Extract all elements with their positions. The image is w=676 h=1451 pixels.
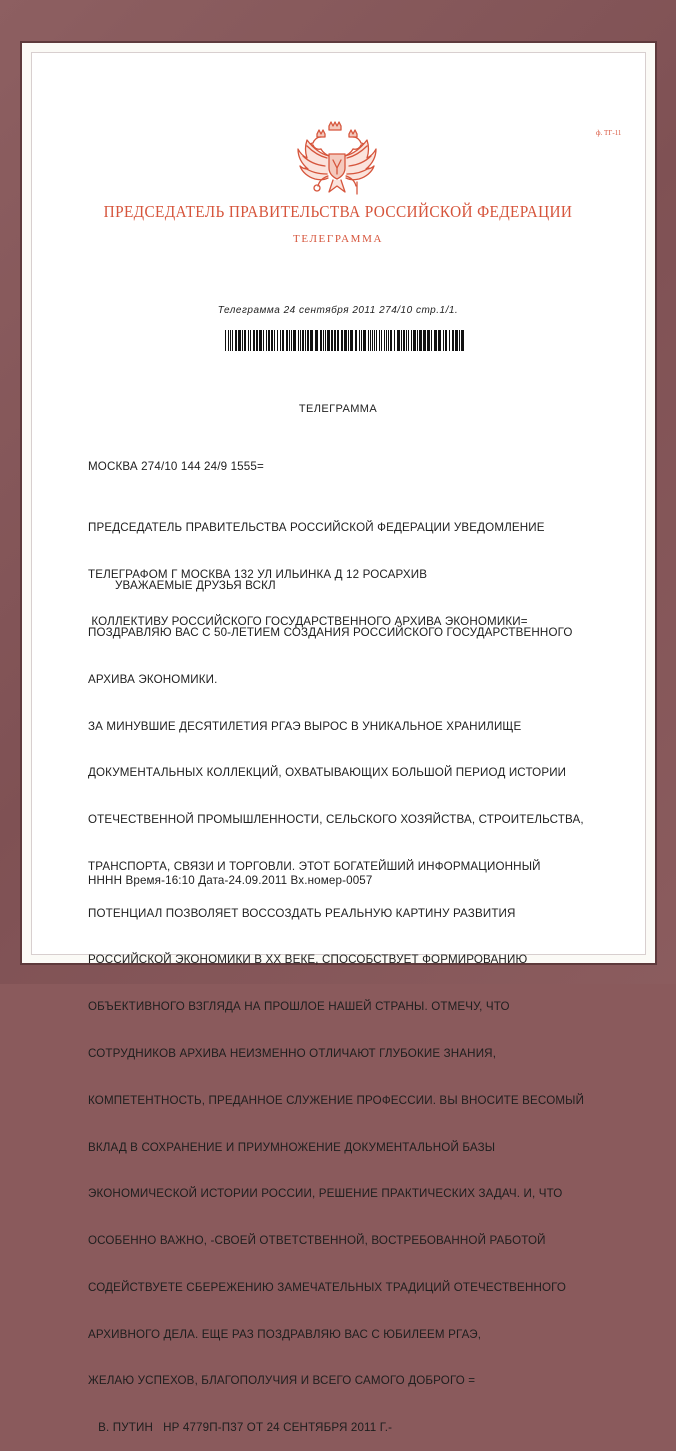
barcode-bar (374, 330, 375, 351)
barcode-bar (253, 330, 255, 351)
barcode-bar (406, 330, 407, 351)
barcode-bar (461, 330, 464, 351)
barcode-bar (259, 330, 262, 351)
form-code: ф. ТГ-11 (596, 129, 622, 137)
body-line: ОСОБЕННО ВАЖНО, -СВОЕЙ ОТВЕТСТВЕННОЙ, ВОСТРЕБОВАННОЙ РАБОТОЙ (88, 1234, 546, 1248)
body-line: ВКЛАД В СОХРАНЕНИЕ И ПРИУМНОЖЕНИЕ ДОКУМЕНТАЛЬНОЙ БАЗЫ (88, 1140, 496, 1154)
barcode-bar (323, 330, 324, 351)
body-line: РОССИЙСКОЙ ЭКОНОМИКИ В XX ВЕКЕ, СПОСОБСТВУЕТ ФОРМИРОВАНИЮ (88, 953, 528, 967)
barcode-bar (225, 330, 226, 351)
barcode-bar (368, 330, 369, 351)
body-line: КОМПЕТЕНТНОСТЬ, ПРЕДАННОЕ СЛУЖЕНИЕ ПРОФЕССИИ. ВЫ ВНОСИТЕ ВЕСОМЫЙ (88, 1093, 585, 1107)
barcode-bar (379, 330, 380, 351)
barcode-bar (248, 330, 249, 351)
address-line: КОЛЛЕКТИВУ РОССИЙСКОГО ГОСУДАРСТВЕННОГО АРХИВА ЭКОНОМИКИ= (88, 614, 528, 628)
body-line: СОДЕЙСТВУЕТЕ СБЕРЕЖЕНИЮ ЗАМЕЧАТЕЛЬНЫХ ТРАДИЦИЙ ОТЕЧЕСТВЕННОГО (88, 1280, 567, 1294)
barcode-bar (293, 330, 296, 351)
barcode-bar (408, 330, 409, 351)
barcode-bar (266, 330, 267, 351)
barcode-bar (298, 330, 299, 351)
signature-line: В. ПУТИН НР 4779П-П37 ОТ 24 СЕНТЯБРЯ 2011 Г.- (88, 1421, 393, 1435)
barcode-bar (232, 330, 233, 351)
barcode-bar (423, 330, 426, 351)
barcode-bar (300, 330, 301, 351)
barcode-bar (325, 330, 326, 351)
barcode-bar (280, 330, 281, 351)
barcode-bar (310, 330, 313, 351)
barcode-bar (403, 330, 405, 351)
barcode-bar (344, 330, 347, 351)
barcode-bar (286, 330, 288, 351)
barcode-bar (289, 330, 290, 351)
barcode-bar (250, 330, 251, 351)
barcode-bar (307, 330, 309, 351)
barcode-bar (277, 330, 278, 351)
barcode-bar (455, 330, 458, 351)
barcode-bar (263, 330, 264, 351)
barcode-bar (397, 330, 400, 351)
org-title: ПРЕДСЕДАТЕЛЬ ПРАВИТЕЛЬСТВА РОССИЙСКОЙ ФЕДЕРАЦИИ (103, 202, 573, 221)
address-line: ТЕЛЕГРАФОМ Г МОСКВА 132 УЛ ИЛЬИНКА Д 12 РОСАРХИВ (88, 567, 428, 581)
doc-type-label: ТЕЛЕГРАММА (293, 233, 383, 245)
barcode-bar (256, 330, 258, 351)
barcode-bar (350, 330, 353, 351)
telegram-title: ТЕЛЕГРАММА (298, 403, 378, 415)
barcode-bar (305, 330, 306, 351)
body-line: ОТЕЧЕСТВЕННОЙ ПРОМЫШЛЕННОСТИ, СЕЛЬСКОГО ХОЗЯЙСТВА, СТРОИТЕЛЬСТВА, (88, 813, 584, 827)
body-line: ДОКУМЕНТАЛЬНЫХ КОЛЛЕКЦИЙ, ОХВАТЫВАЮЩИХ БОЛЬШОЙ ПЕРИОД ИСТОРИИ (88, 766, 567, 780)
barcode-bar (370, 330, 371, 351)
barcode-bar (244, 330, 246, 351)
barcode-bar (386, 330, 387, 351)
barcode (225, 330, 465, 351)
barcode-bar (230, 330, 231, 351)
barcode-bar (445, 330, 447, 351)
routing-line: МОСКВА 274/10 144 24/9 1555= (88, 460, 264, 473)
barcode-bar (459, 330, 460, 351)
barcode-bar (438, 330, 441, 351)
barcode-bar (434, 330, 437, 351)
message-body (88, 547, 584, 1451)
barcode-bar (427, 330, 430, 351)
barcode-bar (384, 330, 385, 351)
barcode-bar (443, 330, 444, 351)
barcode-bar (238, 330, 241, 351)
barcode-bar (359, 330, 360, 351)
body-line: ОБЪЕКТИВНОГО ВЗГЛЯДА НА ПРОШЛОЕ НАШЕЙ СТРАНЫ. ОТМЕЧУ, ЧТО (88, 1000, 510, 1014)
barcode-bar (452, 330, 454, 351)
barcode-bar (341, 330, 343, 351)
barcode-bar (302, 330, 304, 351)
barcode-bar (419, 330, 422, 351)
barcode-bar (417, 330, 418, 351)
barcode-bar (274, 330, 275, 351)
barcode-bar (355, 330, 357, 351)
barcode-bar (390, 330, 392, 351)
body-line: СОТРУДНИКОВ АРХИВА НЕИЗМЕННО ОТЛИЧАЮТ ГЛУБОКИЕ ЗНАНИЯ, (88, 1047, 497, 1060)
barcode-bar (394, 330, 395, 351)
barcode-bar (331, 330, 333, 351)
body-line: ЭКОНОМИЧЕСКОЙ ИСТОРИИ РОССИИ, РЕШЕНИЕ ПРАКТИЧЕСКИХ ЗАДАЧ. И, ЧТО (88, 1187, 563, 1201)
barcode-bar (363, 330, 366, 351)
barcode-bar (228, 330, 229, 351)
barcode-bar (388, 330, 389, 351)
barcode-bar (268, 330, 270, 351)
telegram-header: Телеграмма 24 сентября 2011 274/10 стр.1/1. (217, 305, 459, 316)
barcode-bar (361, 330, 362, 351)
barcode-bar (413, 330, 416, 351)
body-line: АРХИВНОГО ДЕЛА. ЕЩЕ РАЗ ПОЗДРАВЛЯЮ ВАС С ЮБИЛЕЕМ РГАЭ, (88, 1327, 482, 1341)
barcode-bar (449, 330, 450, 351)
body-line: АРХИВА ЭКОНОМИКИ. (88, 672, 218, 686)
body-line: ПОЗДРАВЛЯЮ ВАС С 50-ЛЕТИЕМ СОЗДАНИЯ РОССИЙСКОГО ГОСУДАРСТВЕННОГО (88, 625, 573, 639)
barcode-bar (235, 330, 237, 351)
barcode-bar (334, 330, 336, 351)
barcode-bar (320, 330, 322, 351)
barcode-bar (372, 330, 373, 351)
barcode-bar (431, 330, 432, 351)
barcode-bar (315, 330, 318, 351)
body-line: ПОТЕНЦИАЛ ПОЗВОЛЯЕТ ВОССОЗДАТЬ РЕАЛЬНУЮ КАРТИНУ РАЗВИТИЯ (88, 906, 516, 920)
barcode-bar (271, 330, 273, 351)
barcode-bar (381, 330, 382, 351)
footer-line: НННН Время-16:10 Дата-24.09.2011 Вх.номер-0057 (88, 874, 373, 887)
body-line: ТРАНСПОРТА, СВЯЗИ И ТОРГОВЛИ. ЭТОТ БОГАТЕЙШИЙ ИНФОРМАЦИОННЫЙ (88, 859, 541, 873)
barcode-bar (242, 330, 243, 351)
barcode-bar (337, 330, 339, 351)
address-line: ПРЕДСЕДАТЕЛЬ ПРАВИТЕЛЬСТВА РОССИЙСКОЙ ФЕДЕРАЦИИ УВЕДОМЛЕНИЕ (88, 521, 545, 535)
barcode-bar (291, 330, 292, 351)
barcode-bar (282, 330, 284, 351)
body-line: УВАЖАЕМЫЕ ДРУЗЬЯ ВСКЛ (88, 579, 276, 593)
double-headed-eagle-icon (295, 120, 379, 202)
barcode-bar (376, 330, 377, 351)
body-line: ЖЕЛАЮ УСПЕХОВ, БЛАГОПОЛУЧИЯ И ВСЕГО САМОГО ДОБРОГО = (88, 1374, 476, 1388)
barcode-bar (401, 330, 402, 351)
barcode-bar (411, 330, 412, 351)
barcode-bar (327, 330, 330, 351)
body-line: ЗА МИНУВШИЕ ДЕСЯТИЛЕТИЯ РГАЭ ВЫРОС В УНИКАЛЬНОЕ ХРАНИЛИЩЕ (88, 719, 522, 733)
barcode-bar (348, 330, 349, 351)
